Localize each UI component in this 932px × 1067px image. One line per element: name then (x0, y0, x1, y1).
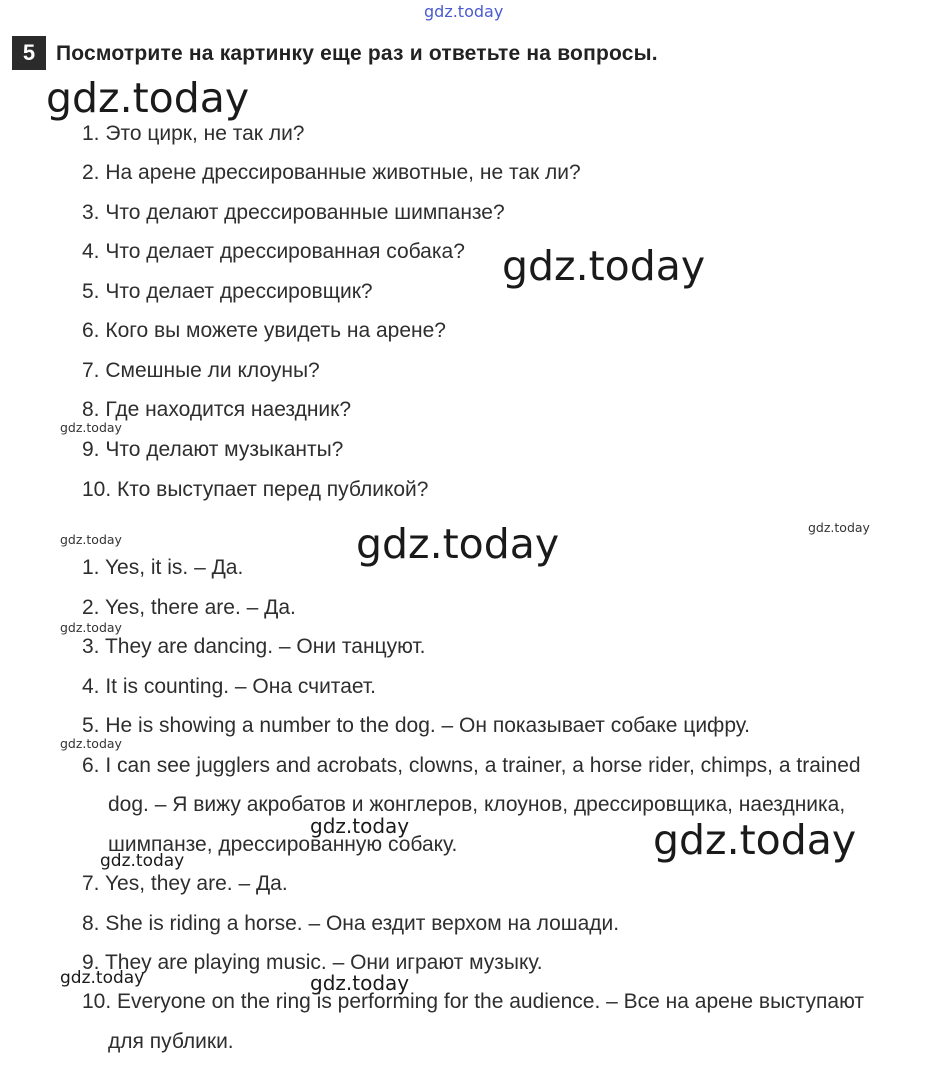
watermark-large: gdz.today (653, 816, 857, 864)
answer-item-continuation: dog. – Я вижу акробатов и жонглеров, клоунов, дрессировщика, наездника, (108, 793, 846, 816)
watermark-large: gdz.today (46, 74, 250, 122)
question-item: 4. Что делает дрессированная собака? (82, 240, 465, 263)
watermark-medium: gdz.today (310, 814, 410, 838)
watermark-medium: gdz.today (310, 971, 410, 995)
answer-item: 1. Yes, it is. – Да. (82, 556, 244, 579)
watermark-small: gdz.today (60, 420, 122, 435)
exercise-number-badge: 5 (12, 36, 46, 70)
answer-item: 10. Everyone on the ring is performing for the audience. – Все на арене выступают (82, 990, 864, 1013)
question-item: 7. Смешные ли клоуны? (82, 359, 320, 382)
answer-item: 5. He is showing a number to the dog. – Он показывает собаке цифру. (82, 714, 751, 737)
watermark-medium: gdz.today (60, 968, 145, 988)
question-item: 10. Кто выступает перед публикой? (82, 478, 429, 501)
answer-item: 4. It is counting. – Она считает. (82, 675, 376, 698)
question-item: 9. Что делают музыканты? (82, 438, 344, 461)
answer-item: 2. Yes, there are. – Да. (82, 596, 296, 619)
exercise-title: Посмотрите на картинку еще раз и ответьте на вопросы. (56, 42, 658, 65)
watermark-large: gdz.today (356, 520, 560, 568)
watermark-small: gdz.today (808, 520, 870, 535)
answer-item-continuation: для публики. (108, 1030, 234, 1053)
question-item: 1. Это цирк, не так ли? (82, 122, 305, 145)
question-item: 3. Что делают дрессированные шимпанзе? (82, 201, 505, 224)
watermark-small: gdz.today (60, 620, 122, 635)
answer-item: 9. They are playing music. – Они играют музыку. (82, 951, 543, 974)
watermark-small: gdz.today (60, 532, 122, 547)
question-item: 6. Кого вы можете увидеть на арене? (82, 319, 446, 342)
question-item: 2. На арене дрессированные животные, не так ли? (82, 161, 581, 184)
answer-item: 7. Yes, they are. – Да. (82, 872, 288, 895)
answer-item: 8. She is riding a horse. – Она ездит верхом на лошади. (82, 912, 620, 935)
question-item: 5. Что делает дрессировщик? (82, 280, 373, 303)
question-item: 8. Где находится наездник? (82, 398, 352, 421)
watermark-large: gdz.today (502, 242, 706, 290)
answer-item-continuation: шимпанзе, дрессированную собаку. (108, 833, 458, 856)
watermark-medium: gdz.today (100, 851, 185, 871)
watermark-top: gdz.today (424, 2, 504, 21)
answer-item: 3. They are dancing. – Они танцуют. (82, 635, 426, 658)
answer-item: 6. I can see jugglers and acrobats, clowns, a trainer, a horse rider, chimps, a trained (82, 754, 861, 777)
watermark-small: gdz.today (60, 736, 122, 751)
